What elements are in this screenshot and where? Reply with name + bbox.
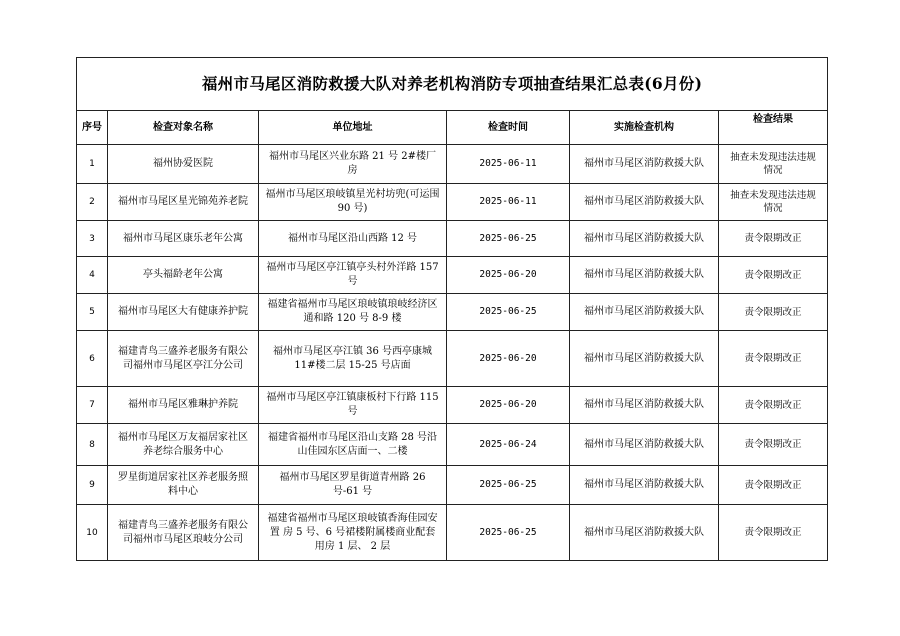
table-row	[77, 331, 828, 387]
row-agency: 福州市马尾区消防救援大队	[570, 505, 719, 561]
table-row	[77, 505, 828, 561]
header-agency: 实施检查机构	[570, 111, 719, 145]
row-index: 4	[77, 257, 108, 294]
row-result: 责令限期改正	[719, 257, 828, 294]
row-time: 2025-06-25	[447, 221, 570, 257]
row-index: 3	[77, 221, 108, 257]
row-agency: 福州市马尾区消防救援大队	[570, 424, 719, 466]
inspection-summary-sheet	[76, 57, 827, 561]
row-agency: 福州市马尾区消防救援大队	[570, 466, 719, 505]
row-agency: 福州市马尾区消防救援大队	[570, 145, 719, 184]
header-address: 单位地址	[259, 111, 447, 145]
row-index: 9	[77, 466, 108, 505]
row-result: 责令限期改正	[719, 387, 828, 424]
row-address: 福建省福州市马尾区琅岐镇香海佳园安置 房 5 号、6 号裙楼附属楼商业配套用房 1 层、 2 层	[259, 505, 447, 561]
row-address: 福建省福州市马尾区沿山支路 28 号沿山佳园东区店面一、二楼	[259, 424, 447, 466]
table-row	[77, 294, 828, 331]
row-result: 责令限期改正	[719, 505, 828, 561]
row-agency: 福州市马尾区消防救援大队	[570, 331, 719, 387]
row-name: 福州市马尾区万友福居家社区养老综合服务中心	[108, 424, 259, 466]
row-address: 福州市马尾区琅岐镇星光村坊兜(可运围 90 号)	[259, 184, 447, 221]
row-agency: 福州市马尾区消防救援大队	[570, 221, 719, 257]
row-address: 福建省福州市马尾区琅岐镇琅岐经济区通和路 120 号 8-9 楼	[259, 294, 447, 331]
row-time: 2025-06-25	[447, 505, 570, 561]
row-name: 福州市马尾区星光锦苑养老院	[108, 184, 259, 221]
row-name: 福州市马尾区雅琳护养院	[108, 387, 259, 424]
table-row	[77, 466, 828, 505]
row-agency: 福州市马尾区消防救援大队	[570, 294, 719, 331]
table-row	[77, 257, 828, 294]
header-name: 检查对象名称	[108, 111, 259, 145]
row-result: 责令限期改正	[719, 331, 828, 387]
row-name: 罗星街道居家社区养老服务照料中心	[108, 466, 259, 505]
table-title: 福州市马尾区消防救援大队对养老机构消防专项抽查结果汇总表(6月份)	[77, 58, 828, 111]
row-name: 福州市马尾区大有健康养护院	[108, 294, 259, 331]
row-time: 2025-06-20	[447, 257, 570, 294]
row-name: 福州协爱医院	[108, 145, 259, 184]
row-agency: 福州市马尾区消防救援大队	[570, 257, 719, 294]
table-row	[77, 387, 828, 424]
row-agency: 福州市马尾区消防救援大队	[570, 387, 719, 424]
row-address: 福州市马尾区亭江镇亭头村外洋路 157 号	[259, 257, 447, 294]
row-time: 2025-06-25	[447, 294, 570, 331]
header-index: 序号	[77, 111, 108, 145]
row-result: 抽查未发现违法违规情况	[719, 145, 828, 184]
row-agency: 福州市马尾区消防救援大队	[570, 184, 719, 221]
row-time: 2025-06-25	[447, 466, 570, 505]
row-result: 责令限期改正	[719, 466, 828, 505]
table-row	[77, 145, 828, 184]
row-result: 抽查未发现违法违规情况	[719, 184, 828, 221]
row-index: 5	[77, 294, 108, 331]
row-time: 2025-06-24	[447, 424, 570, 466]
row-time: 2025-06-20	[447, 331, 570, 387]
row-time: 2025-06-11	[447, 184, 570, 221]
row-index: 2	[77, 184, 108, 221]
row-address: 福州市马尾区亭江镇 36 号西亭康城 11#楼二层 15-25 号店面	[259, 331, 447, 387]
inspection-results-table	[76, 57, 828, 561]
header-time: 检查时间	[447, 111, 570, 145]
row-name: 亭头福龄老年公寓	[108, 257, 259, 294]
row-index: 8	[77, 424, 108, 466]
row-name: 福建青鸟三盛养老服务有限公司福州市马尾区琅岐分公司	[108, 505, 259, 561]
row-result: 责令限期改正	[719, 221, 828, 257]
row-name: 福州市马尾区康乐老年公寓	[108, 221, 259, 257]
row-result: 责令限期改正	[719, 294, 828, 331]
header-result: 检查结果	[719, 111, 828, 145]
row-index: 10	[77, 505, 108, 561]
table-row	[77, 184, 828, 221]
header-row	[77, 111, 828, 145]
row-address: 福州市马尾区亭江镇康板村下行路 115 号	[259, 387, 447, 424]
row-index: 6	[77, 331, 108, 387]
row-index: 7	[77, 387, 108, 424]
row-result: 责令限期改正	[719, 424, 828, 466]
row-address: 福州市马尾区罗星街道青州路 26 号-61 号	[259, 466, 447, 505]
row-address: 福州市马尾区兴业东路 21 号 2#楼厂房	[259, 145, 447, 184]
row-index: 1	[77, 145, 108, 184]
table-row	[77, 221, 828, 257]
row-time: 2025-06-11	[447, 145, 570, 184]
row-name: 福建青鸟三盛养老服务有限公司福州市马尾区亭江分公司	[108, 331, 259, 387]
row-time: 2025-06-20	[447, 387, 570, 424]
row-address: 福州市马尾区沿山西路 12 号	[259, 221, 447, 257]
table-row	[77, 424, 828, 466]
